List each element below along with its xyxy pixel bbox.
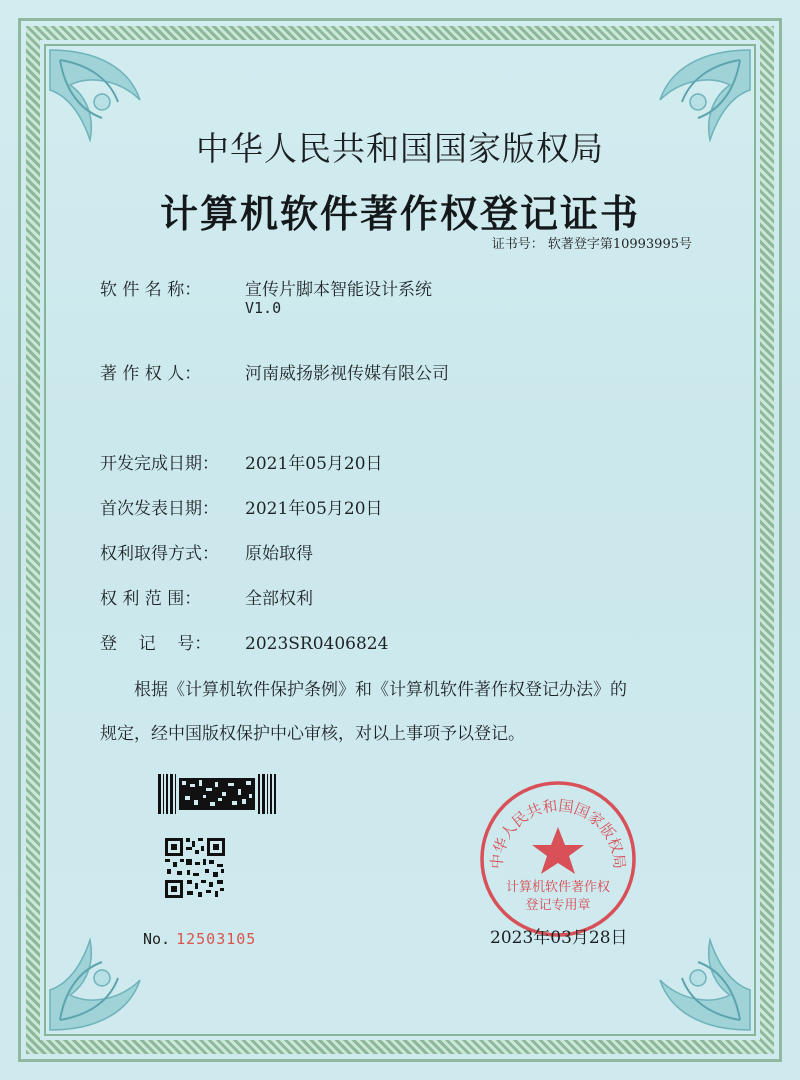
seal-inner-line-1: 计算机软件著作权 (505, 880, 611, 895)
owner-label: 著 作 权 人： (100, 364, 202, 384)
software-version: V1.0 (245, 299, 282, 317)
statement (100, 668, 720, 756)
scope-label: 权 利 范 围： (100, 589, 202, 609)
registration-value: 2023SR0406824 (245, 634, 389, 654)
issue-date: 2023年03月28日 (490, 928, 628, 948)
acquisition-value: 原始取得 (245, 544, 313, 564)
qr-code-icon (165, 838, 225, 898)
seal-inner-line-2: 登记专用章 (525, 898, 591, 913)
scope-row (100, 584, 313, 609)
registration-label: 登 记 号： (100, 634, 212, 654)
pub-date-label: 首次发表日期： (100, 499, 219, 519)
corner-ornament-icon (40, 890, 190, 1040)
registration-row (100, 629, 388, 654)
owner-row (100, 359, 449, 384)
certificate-number: 证书号： 软著登字第10993995号 (491, 237, 692, 252)
acquisition-row (100, 539, 313, 564)
pub-date-row (100, 494, 383, 519)
statement-line-2: 规定，经中国版权保护中心审核，对以上事项予以登记。 (100, 724, 525, 744)
certificate-title: 计算机软件著作权登记证书 (159, 191, 640, 236)
serial-value: 12503105 (176, 930, 257, 948)
acquisition-label: 权利取得方式： (100, 544, 219, 564)
barcode-icon (158, 774, 276, 814)
software-name-value: 宣传片脚本智能设计系统 (245, 280, 432, 300)
software-name-label: 软 件 名 称： (100, 280, 202, 300)
dev-date-value: 2021年05月20日 (245, 454, 383, 474)
serial-number (143, 930, 256, 948)
seal-ring-text: 中华人民共和国国家版权局 (487, 796, 629, 870)
dev-date-row (100, 449, 383, 474)
scope-value: 全部权利 (245, 589, 313, 609)
pub-date-value: 2021年05月20日 (245, 499, 383, 519)
dev-date-label: 开发完成日期： (100, 454, 219, 474)
statement-line-1: 根据《计算机软件保护条例》和《计算机软件著作权登记办法》的 (134, 680, 627, 700)
serial-prefix: No. (143, 930, 171, 948)
official-seal-icon (478, 779, 638, 939)
owner-value: 河南威扬影视传媒有限公司 (245, 364, 449, 384)
issuer-heading: 中华人民共和国国家版权局 (196, 129, 604, 168)
software-name-row (100, 275, 432, 300)
